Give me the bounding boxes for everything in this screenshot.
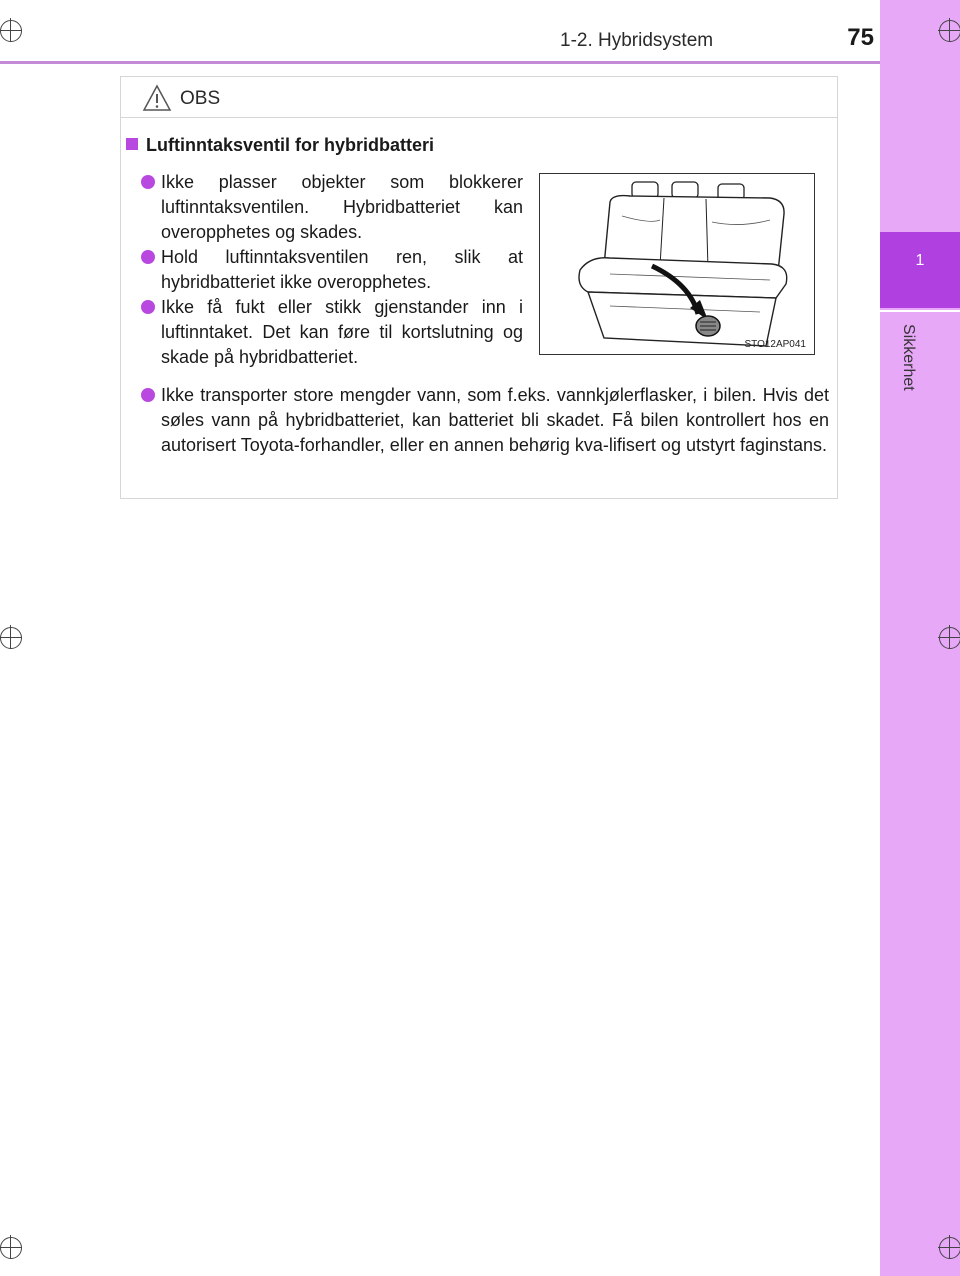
bullet-dot-icon [141,388,155,402]
list-item [141,383,829,458]
list-item [141,295,523,370]
list-item [141,170,523,245]
section-heading-text: Luftinntaksventil for hybridbatteri [146,135,435,155]
list-item-text: Ikke plasser objekter som blokkerer luftinntaksventilen. Hybridbatteriet kan overopphetes og skades. [161,172,523,242]
notice-label: OBS [180,88,221,109]
section-title: 1-2. Hybridsystem [560,30,714,51]
chapter-tab [880,232,960,308]
warning-triangle-icon [142,84,172,112]
illustration-code: STO12AP041 [744,339,806,350]
bullet-dot-icon [141,300,155,314]
list-item-text: Ikke transporter store mengder vann, som f.eks. vannkjølerflasker, i bilen. Hvis det søles vann på hybridbatteriet, kan batteriet bli skadet. Få bilen kontrollert hos en autorisert Toyota-forhandler, eller en annen behørig kva-lifisert og utstyrt faginstans. [161,385,829,455]
list-item-text: Hold luftinntaksventilen ren, slik at hybridbatteriet ikke overopphetes. [161,247,523,292]
header-rule [0,61,880,64]
list-item [141,245,523,295]
page-number: 75 [847,24,874,51]
notice-header [121,77,837,118]
list-item-text: Ikke få fukt eller stikk gjenstander inn i luftinntaket. Det kan føre til kortslutning og skade på hybridbatteriet. [161,297,523,367]
bullet-dot-icon [141,175,155,189]
square-bullet-icon [126,138,138,150]
bullet-dot-icon [141,250,155,264]
chapter-label: Sikkerhet [900,324,917,391]
rear-seat-illustration [539,173,815,355]
rear-seat-drawing [540,174,814,354]
notice-box [120,76,838,499]
chapter-number: 1 [915,252,925,269]
section-heading [126,135,626,156]
side-divider [880,310,960,312]
